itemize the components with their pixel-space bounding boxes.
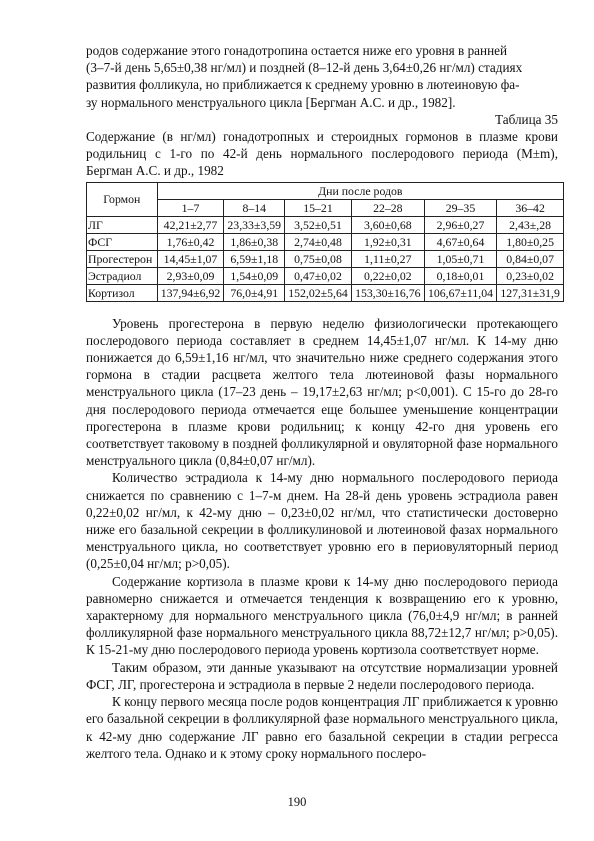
table-label: Таблица 35 [495,111,558,127]
table-header-row [87,182,564,199]
table-cell: 1,80±0,25 [497,233,564,250]
body-paragraph: Количество эстрадиола к 14-му дню нормального послеродового периода снижается по сравнению с 1–7-м днем. На 28-й день уровень эстрадиола равен 0,22±0,02 нг/мл, к 42-му дню – 0,23±0,02 нг/мл, что статистически достоверно ниже его базальной секреции в фолликулиновой и лютеиновой фазах нормального менструального цикла, но соответствует уровню его в периовуляторный период (0,25±0,04 нг/мл; p>0,05). [86,470,558,572]
body-paragraph: Таким образом, эти данные указывают на отсутствие нормализации уровней ФСГ, ЛГ, прогестерона и эстрадиола в первые 2 недели послеродового периода. [86,659,558,692]
table-cell: 2,96±0,27 [424,216,496,233]
body-paragraph: Уровень прогестерона в первую неделю физиологически протекающего послеродового периода составляет в среднем 14,45±1,07 нг/мл. К 14-му дню понижается до 6,59±1,16 нг/мл, что значительно ниже среднего содержания этого гормона в стадии расцвета желтого тела лютеиновой фазы нормального менструального цикла (17–23 день – 19,17±2,63 нг/мл; p<0,001). С 15-го до 28-го дня послеродового периода отмечается еще большее уменьшение концентрации прогестерона в плазме крови родильниц; к концу 42-го дня уровень его соответствует таковому в поздней фолликулярной и овуляторной фазе нормального менструального цикла (0,84±0,07 нг/мл). [86,315,558,469]
table-cell: 4,67±0,64 [424,233,496,250]
intro-paragraph [86,42,558,111]
table-cell: 6,59±1,18 [224,250,285,267]
table-cell: 1,92±0,31 [351,233,424,250]
page-number: 190 [287,795,307,809]
table-cell: 0,75±0,08 [285,250,352,267]
table-cell: 1,54±0,09 [224,267,285,284]
hormone-name: Эстрадиол [87,267,158,284]
table-row [87,250,564,267]
table-cell: 1,86±0,38 [224,233,285,250]
table-cell: 3,52±0,51 [285,216,352,233]
header-days: Дни после родов [157,182,563,199]
table-cell: 137,94±6,92 [157,284,224,301]
table-cell: 76,0±4,91 [224,284,285,301]
intro-line: зу нормального менструального цикла [Бергман А.С. и др., 1982]. [86,94,456,110]
table-row [87,216,564,233]
period-header: 15–21 [285,199,352,216]
table-cell: 1,11±0,27 [351,250,424,267]
table-row [87,267,564,284]
table-cell: 0,23±0,02 [497,267,564,284]
table-cell: 0,47±0,02 [285,267,352,284]
intro-line: (3–7-й день 5,65±0,38 нг/мл) и поздней (8–12-й день 3,64±0,26 нг/мл) стадиях [86,60,523,76]
hormone-name: ФСГ [87,233,158,250]
table-cell: 2,43±,28 [497,216,564,233]
intro-line: развития фолликула, но приближается к среднему уровню в лютеиновую фа- [86,77,520,93]
page-body [86,42,558,762]
header-hormone: Гормон [87,182,158,216]
table-row [87,284,564,301]
table-cell: 2,93±0,09 [157,267,224,284]
table-cell: 3,60±0,68 [351,216,424,233]
intro-line: родов содержание этого гонадотропина остается ниже его уровня в ранней [86,43,508,58]
table-period-row [87,199,564,216]
table-cell: 127,31±31,9 [497,284,564,301]
period-header: 1–7 [157,199,224,216]
hormone-name: Прогестерон [87,250,158,267]
hormone-name: ЛГ [87,216,158,233]
table-cell: 152,02±5,64 [285,284,352,301]
hormone-name: Кортизол [87,284,158,301]
table-cell: 106,67±11,04 [424,284,496,301]
table-cell: 153,30±16,76 [351,284,424,301]
table-cell: 1,05±0,71 [424,250,496,267]
table-cell: 2,74±0,48 [285,233,352,250]
table-cell: 42,21±2,77 [157,216,224,233]
table-cell: 0,18±0,01 [424,267,496,284]
table-cell: 14,45±1,07 [157,250,224,267]
table-cell: 0,22±0,02 [351,267,424,284]
period-header: 8–14 [224,199,285,216]
table-cell: 0,84±0,07 [497,250,564,267]
table-cell: 23,33±3,59 [224,216,285,233]
hormone-table [86,182,564,302]
table-caption: Содержание (в нг/мл) гонадотропных и стероидных гормонов в плазме крови родильниц с 1-го по 42-й день нормального послеродового периода (M±m), Бергман А.С. и др., 1982 [86,129,558,179]
table-row [87,233,564,250]
period-header: 22–28 [351,199,424,216]
period-header: 36–42 [497,199,564,216]
table-cell: 1,76±0,42 [157,233,224,250]
body-paragraph: К концу первого месяца после родов концентрация ЛГ приближается к уровню его базальной секреции в фолликулярной фазе нормального менструального цикла, к 42-му дню содержание ЛГ равно его базальной секреции в стадии регресса желтого тела. Однако и к этому сроку нормального послеро- [86,694,558,761]
body-paragraph: Содержание кортизола в плазме крови к 14-му дню послеродового периода равномерно снижается и отмечается тенденция к возвращению его к уровню, характерному для нормального менструального цикла (76,0±4,9 нг/мл; в ранней фолликулярной фазе нормального менструального цикла 88,72±12,7 нг/мл; p>0,05). К 15-21-му дню послеродового периода уровень кортизола соответствует норме. [86,573,558,658]
period-header: 29–35 [424,199,496,216]
